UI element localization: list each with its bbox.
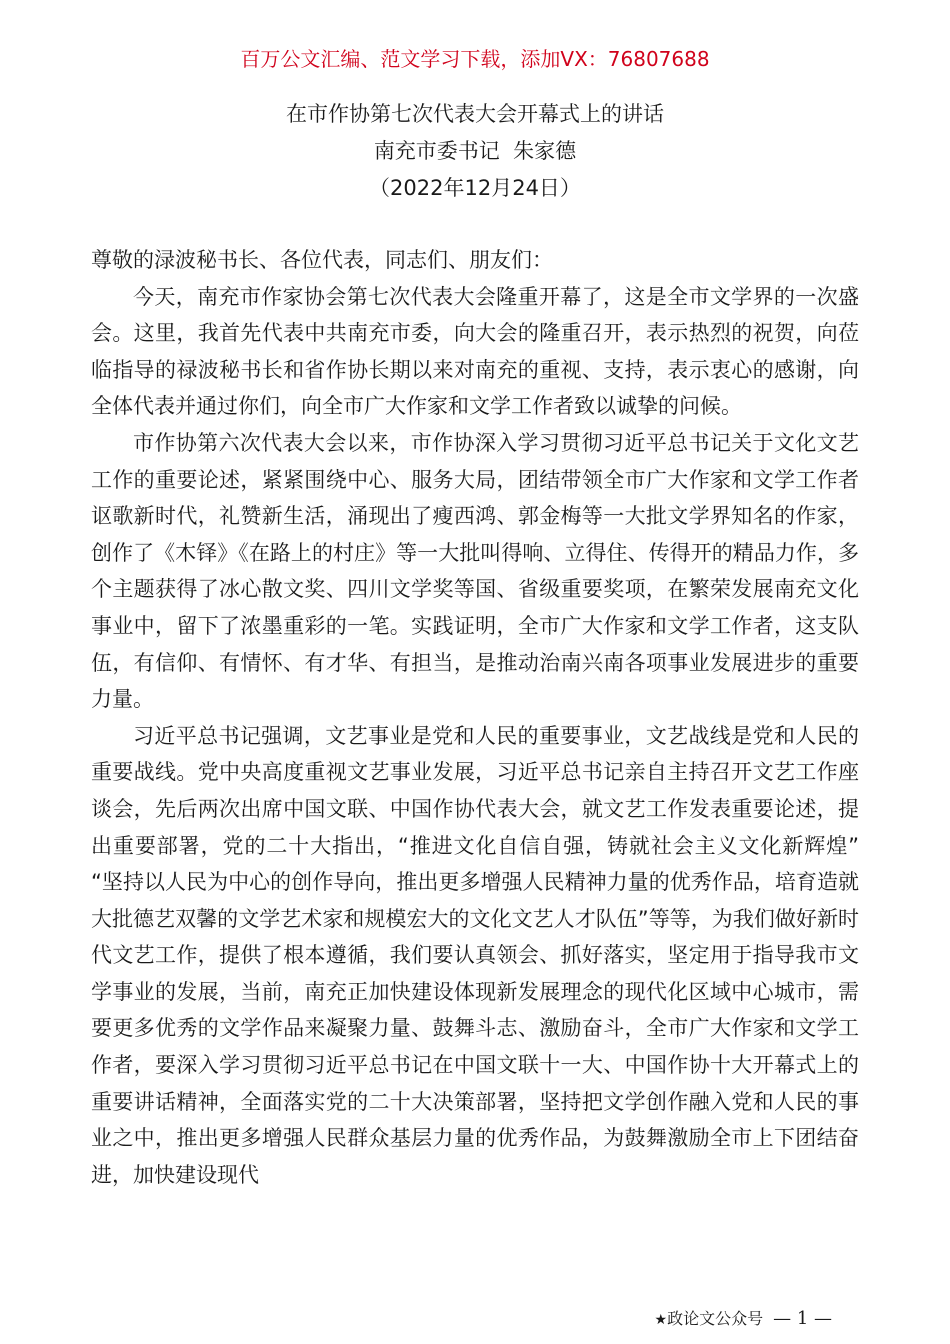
page-footer <box>655 1307 832 1332</box>
title-block <box>0 96 950 207</box>
document-body <box>91 242 859 1193</box>
author-line: 南充市委书记 朱家德 <box>373 139 577 163</box>
salutation: 尊敬的渌波秘书长、各位代表，同志们、朋友们： <box>91 248 553 272</box>
date-line: （2022年12月24日） <box>369 176 581 200</box>
document-title: 在市作协第七次代表大会开幕式上的讲话 <box>286 102 664 126</box>
paragraph-3: 习近平总书记强调，文艺事业是党和人民的重要事业，文艺战线是党和人民的重要战线。党中央高度重视文艺事业发展，习近平总书记亲自主持召开文艺工作座谈会，先后两次出席中国文联、中国作协代表大会，就文艺工作发表重要论述，提出重要部署，党的二十大指出，“推进文化自信自强，铸就社会主义文化新辉煌” “坚持以人民为中心的创作导向，推出更多增强人民精神力量的优秀作品，培育造就大批德艺双馨的文学艺术家和规模宏大的文化文艺人才队伍”等等，为我们做好新时代文艺工作，提供了根本遵循，我们要认真领会、抓好落实，坚定用于指导我市文学事业的发展，当前，南充正加快建设体现新发展理念的现代化区域中心城市，需要更多优秀的文学作品来凝聚力量、鼓舞斗志、激励奋斗，全市广大作家和文学工作者，要深入学习贯彻习近平总书记在中国文联十一大、中国作协十大开幕式上的重要讲话精神，全面落实党的二十大决策部署，坚持把文学创作融入党和人民的事业之中，推出更多增强人民群众基层力量的优秀作品，为鼓舞激励全市上下团结奋进，加快建设现代 <box>91 723 859 1187</box>
paragraph-1: 今天，南充市作家协会第七次代表大会隆重开幕了，这是全市文学界的一次盛会。这里，我首先代表中共南充市委，向大会的隆重召开，表示热烈的祝贺，向莅临指导的禄波秘书长和省作协长期以来对南充的重视、支持，表示衷心的感谢，向全体代表并通过你们，向全市广大作家和文学工作者致以诚挚的问候。 <box>91 284 859 419</box>
footer-source: 政论文公众号 <box>667 1309 764 1328</box>
paragraph-2: 市作协第六次代表大会以来，市作协深入学习贯彻习近平总书记关于文化文艺工作的重要论述，紧紧围绕中心、服务大局，团结带领全市广大作家和文学工作者讴歌新时代，礼赞新生活，涌现出了瘦西鸿、郭金梅等一大批文学界知名的作家，创作了《木铎》《在路上的村庄》等一大批叫得响、立得住、传得开的精品力作，多个主题获得了冰心散文奖、四川文学奖等国、省级重要奖项，在繁荣发展南充文化事业中，留下了浓墨重彩的一笔。实践证明，全市广大作家和文学工作者，这支队伍，有信仰、有情怀、有才华、有担当，是推动治南兴南各项事业发展进步的重要力量。 <box>91 430 859 712</box>
header-note: 百万公文汇编、范文学习下载，添加VX：76807688 <box>240 47 710 71</box>
page-number: — 1 — <box>773 1308 832 1329</box>
star-icon: ★ <box>654 1312 668 1328</box>
